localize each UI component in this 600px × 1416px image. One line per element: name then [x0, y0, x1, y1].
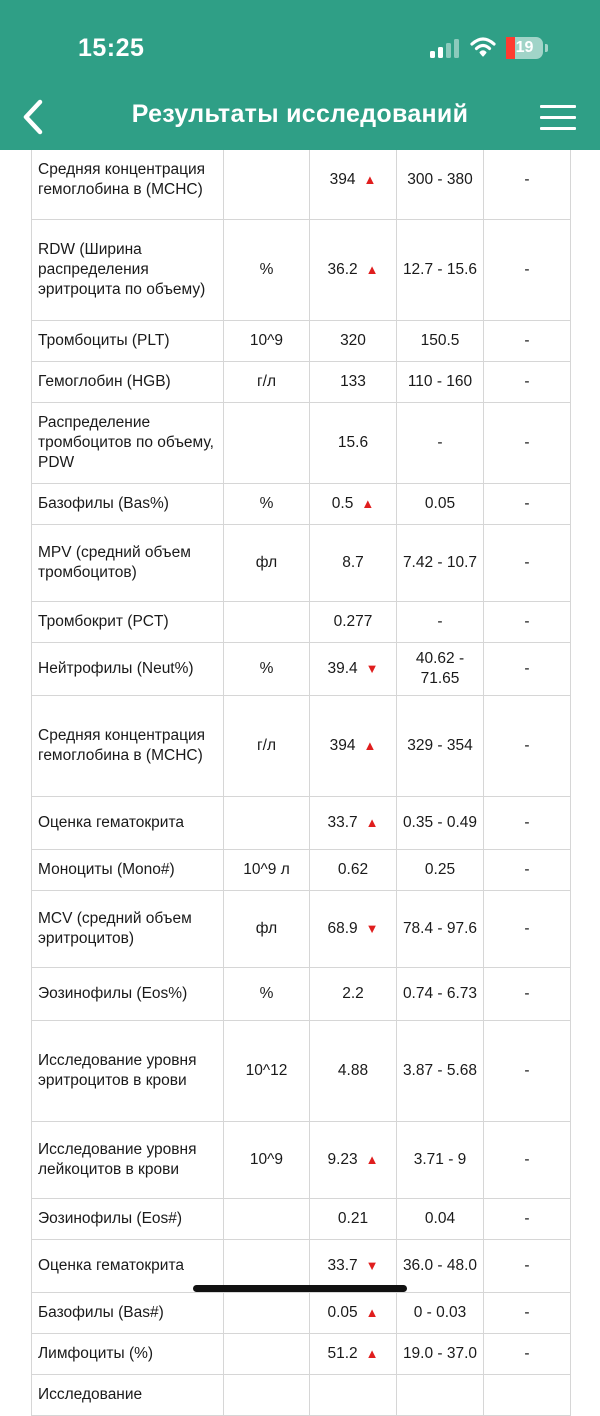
unit-cell: % — [224, 968, 310, 1021]
value-cell: 0.277 — [310, 602, 397, 643]
test-name-cell: Нейтрофилы (Neut%) — [32, 643, 224, 696]
unit-cell: 10^9 л — [224, 850, 310, 891]
reference-range-cell: 0.74 - 6.73 — [397, 968, 484, 1021]
test-name-cell: Тромбоциты (PLT) — [32, 321, 224, 362]
test-name-cell: MCV (средний объем эритроцитов) — [32, 891, 224, 968]
reference-range-cell: - — [397, 403, 484, 484]
test-name-cell: Тромбокрит (PCT) — [32, 602, 224, 643]
test-name-cell: Оценка гематокрита — [32, 1240, 224, 1293]
test-name-cell: Исследование уровня эритроцитов в крови — [32, 1021, 224, 1122]
table-row — [32, 1199, 571, 1240]
page-title: Результаты исследований — [131, 100, 469, 128]
reference-range-cell: 78.4 - 97.6 — [397, 891, 484, 968]
comment-cell: - — [484, 1334, 571, 1375]
comment-cell: - — [484, 525, 571, 602]
value-cell — [310, 1375, 397, 1416]
unit-cell: % — [224, 484, 310, 525]
test-name-cell: Средняя концентрация гемоглобина в (MCHC) — [32, 141, 224, 220]
comment-cell — [484, 1375, 571, 1416]
comment-cell: - — [484, 602, 571, 643]
unit-cell: 10^9 — [224, 1122, 310, 1199]
table-row — [32, 321, 571, 362]
test-name-cell: Эозинофилы (Eos%) — [32, 968, 224, 1021]
table-row — [32, 850, 571, 891]
reference-range-cell: 0.04 — [397, 1199, 484, 1240]
reference-range-cell — [397, 1375, 484, 1416]
value-cell: 9.23 ▲ — [310, 1122, 397, 1199]
test-name-cell: Исследование уровня лейкоцитов в крови — [32, 1122, 224, 1199]
reference-range-cell: 0.35 - 0.49 — [397, 797, 484, 850]
value-cell: 36.2 ▲ — [310, 220, 397, 321]
value-cell: 33.7 ▲ — [310, 797, 397, 850]
comment-cell: - — [484, 797, 571, 850]
table-row — [32, 696, 571, 797]
value-cell: 68.9 ▼ — [310, 891, 397, 968]
value-cell: 394 ▲ — [310, 141, 397, 220]
reference-range-cell: 300 - 380 — [397, 141, 484, 220]
test-name-cell: Распределение тромбоцитов по объему, PDW — [32, 403, 224, 484]
table-row — [32, 362, 571, 403]
reference-range-cell: 7.42 - 10.7 — [397, 525, 484, 602]
value-cell: 15.6 — [310, 403, 397, 484]
value-cell: 2.2 — [310, 968, 397, 1021]
unit-cell — [224, 797, 310, 850]
test-name-cell: MPV (средний объем тромбоцитов) — [32, 525, 224, 602]
app-header — [0, 0, 600, 150]
cellular-signal-icon — [430, 39, 460, 58]
arrow-down-icon: ▼ — [365, 1258, 379, 1273]
comment-cell: - — [484, 1122, 571, 1199]
value-cell: 0.21 — [310, 1199, 397, 1240]
value-cell: 320 — [310, 321, 397, 362]
value-cell: 39.4 ▼ — [310, 643, 397, 696]
comment-cell: - — [484, 484, 571, 525]
value-cell: 394 ▲ — [310, 696, 397, 797]
unit-cell: 10^12 — [224, 1021, 310, 1122]
value-cell: 0.05 ▲ — [310, 1293, 397, 1334]
unit-cell: г/л — [224, 362, 310, 403]
arrow-up-icon: ▲ — [365, 1346, 379, 1361]
results-table — [31, 140, 571, 1416]
test-name-cell: Моноциты (Mono#) — [32, 850, 224, 891]
hamburger-menu-icon[interactable] — [540, 103, 578, 131]
unit-cell — [224, 602, 310, 643]
table-row — [32, 1021, 571, 1122]
value-cell: 33.7 ▼ — [310, 1240, 397, 1293]
table-row — [32, 602, 571, 643]
comment-cell: - — [484, 1293, 571, 1334]
comment-cell: - — [484, 1021, 571, 1122]
table-row — [32, 403, 571, 484]
unit-cell: % — [224, 643, 310, 696]
unit-cell — [224, 1293, 310, 1334]
reference-range-cell: 110 - 160 — [397, 362, 484, 403]
test-name-cell: Исследование — [32, 1375, 224, 1416]
test-name-cell: Лимфоциты (%) — [32, 1334, 224, 1375]
comment-cell: - — [484, 141, 571, 220]
unit-cell: % — [224, 220, 310, 321]
comment-cell: - — [484, 1199, 571, 1240]
comment-cell: - — [484, 403, 571, 484]
comment-cell: - — [484, 220, 571, 321]
comment-cell: - — [484, 362, 571, 403]
wifi-icon — [470, 36, 496, 58]
arrow-down-icon: ▼ — [365, 921, 379, 936]
reference-range-cell: 329 - 354 — [397, 696, 484, 797]
table-row — [32, 797, 571, 850]
table-row — [32, 1375, 571, 1416]
reference-range-cell: 40.62 - 71.65 — [397, 643, 484, 696]
reference-range-cell: - — [397, 602, 484, 643]
arrow-up-icon: ▲ — [365, 262, 379, 277]
test-name-cell: RDW (Ширина распределения эритроцита по объему) — [32, 220, 224, 321]
table-row — [32, 968, 571, 1021]
table-row — [32, 1122, 571, 1199]
value-cell: 0.5 ▲ — [310, 484, 397, 525]
table-row — [32, 891, 571, 968]
unit-cell — [224, 403, 310, 484]
reference-range-cell: 0.25 — [397, 850, 484, 891]
value-cell: 8.7 — [310, 525, 397, 602]
reference-range-cell: 36.0 - 48.0 — [397, 1240, 484, 1293]
unit-cell: фл — [224, 891, 310, 968]
unit-cell — [224, 1375, 310, 1416]
value-cell: 0.62 — [310, 850, 397, 891]
table-row — [32, 643, 571, 696]
results-table-container[interactable] — [0, 150, 600, 1403]
home-indicator — [193, 1285, 407, 1292]
comment-cell: - — [484, 891, 571, 968]
test-name-cell: Базофилы (Bas#) — [32, 1293, 224, 1334]
table-row — [32, 484, 571, 525]
comment-cell: - — [484, 321, 571, 362]
arrow-up-icon: ▲ — [363, 738, 377, 753]
arrow-down-icon: ▼ — [365, 661, 379, 676]
table-row — [32, 1334, 571, 1375]
status-time: 15:25 — [78, 34, 145, 62]
test-name-cell: Эозинофилы (Eos#) — [32, 1199, 224, 1240]
test-name-cell: Базофилы (Bas%) — [32, 484, 224, 525]
reference-range-cell: 0 - 0.03 — [397, 1293, 484, 1334]
value-cell: 51.2 ▲ — [310, 1334, 397, 1375]
value-cell: 133 — [310, 362, 397, 403]
arrow-up-icon: ▲ — [363, 172, 377, 187]
reference-range-cell: 150.5 — [397, 321, 484, 362]
value-cell: 4.88 — [310, 1021, 397, 1122]
reference-range-cell: 19.0 - 37.0 — [397, 1334, 484, 1375]
comment-cell: - — [484, 1240, 571, 1293]
comment-cell: - — [484, 643, 571, 696]
table-row — [32, 141, 571, 220]
unit-cell — [224, 141, 310, 220]
test-name-cell: Средняя концентрация гемоглобина в (MCHC) — [32, 696, 224, 797]
reference-range-cell: 3.71 - 9 — [397, 1122, 484, 1199]
unit-cell: 10^9 — [224, 321, 310, 362]
unit-cell: фл — [224, 525, 310, 602]
battery-icon — [506, 37, 548, 59]
comment-cell: - — [484, 696, 571, 797]
reference-range-cell: 0.05 — [397, 484, 484, 525]
comment-cell: - — [484, 968, 571, 1021]
arrow-up-icon: ▲ — [365, 1305, 379, 1320]
test-name-cell: Гемоглобин (HGB) — [32, 362, 224, 403]
test-name-cell: Оценка гематокрита — [32, 797, 224, 850]
arrow-up-icon: ▲ — [365, 1152, 379, 1167]
table-row — [32, 525, 571, 602]
unit-cell — [224, 1334, 310, 1375]
arrow-up-icon: ▲ — [365, 815, 379, 830]
table-row — [32, 220, 571, 321]
table-row — [32, 1293, 571, 1334]
reference-range-cell: 3.87 - 5.68 — [397, 1021, 484, 1122]
unit-cell — [224, 1199, 310, 1240]
comment-cell: - — [484, 850, 571, 891]
arrow-up-icon: ▲ — [361, 496, 375, 511]
unit-cell: г/л — [224, 696, 310, 797]
reference-range-cell: 12.7 - 15.6 — [397, 220, 484, 321]
battery-level: 19 — [515, 39, 534, 56]
